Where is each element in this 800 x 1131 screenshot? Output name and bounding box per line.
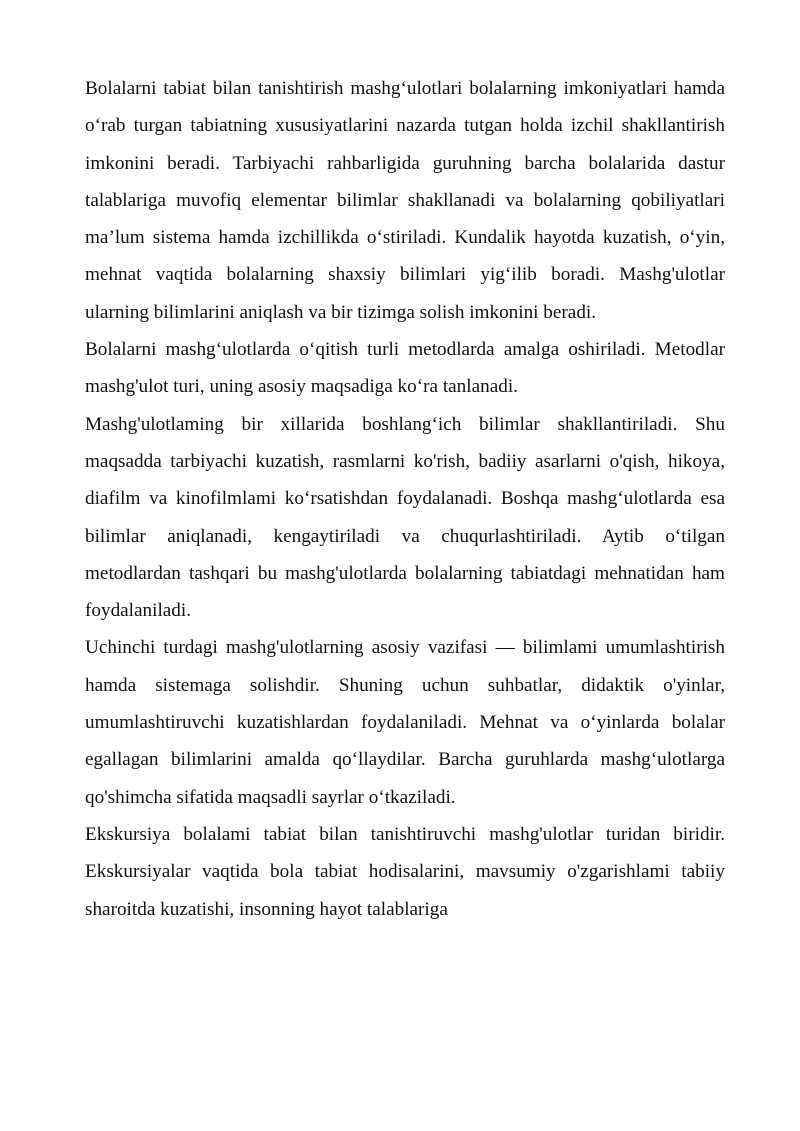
paragraph: Mashg'ulotlaming bir xillarida boshlang‘ich bilimlar shakllantiriladi. Shu maqsadda tarbiyachi kuzatish, rasmlarni ko'rish, badiiy asarlarni o'qish, hikoya, diafilm va kinofilmlami ko‘rsatishdan foydalanadi. Boshqa mashg‘ulotlarda esa bilimlar aniqlanadi, kengaytiriladi va chuqurlashtiriladi. Aytib o‘tilgan metodlardan tashqari bu mashg'ulotlarda bolalarning tabiatdagi mehnatidan ham foydalaniladi. [85,413,725,622]
paragraph: Bolalarni tabiat bilan tanishtirish mashg‘ulotlari bolalarning imkoniyatlari hamda o‘rab turgan tabiatning xususiyatlarini nazarda tutgan holda izchil shakllantirish imkonini beradi. Tarbiyachi rahbarligida guruhning barcha bolalarida dastur talablariga muvofiq elementar bilimlar shakllanadi va bolalarning qobiliyatlari ma’lum sistema hamda izchillikda o‘stiriladi. Kundalik hayotda kuzatish, o‘yin, mehnat vaqtida bolalarning shaxsiy bilimlari yig‘ilib boradi. Mashg'ulotlar ularning bilimlarini aniqlash va bir tizimga solish imkonini beradi. [85,78,725,323]
document-page [85,70,725,928]
paragraph: Bolalarni mashg‘ulotlarda o‘qitish turli metodlarda amalga oshiriladi. Metodlar mashg'ulot turi, uning asosiy maqsadiga ko‘ra tanlanadi. [85,339,725,398]
paragraph: Uchinchi turdagi mashg'ulotlarning asosiy vazifasi — bilimlami umumlashtirish hamda sistemaga solishdir. Shuning uchun suhbatlar, didaktik o'yinlar, umumlashtiruvchi kuzatishlardan foydalaniladi. Mehnat va o‘yinlarda bolalar egallagan bilimlarini amalda qo‘llaydilar. Barcha guruhlarda mashg‘ulotlarga qo'shimcha sifatida maqsadli sayrlar o‘tkaziladi. [85,637,725,808]
paragraph: Ekskursiya bolalami tabiat bilan tanishtiruvchi mashg'ulotlar turidan biridir. Ekskursiyalar vaqtida bola tabiat hodisalarini, mavsumiy o'zgarishlami tabiiy sharoitda kuzatishi, insonning hayot talablariga [85,823,725,920]
